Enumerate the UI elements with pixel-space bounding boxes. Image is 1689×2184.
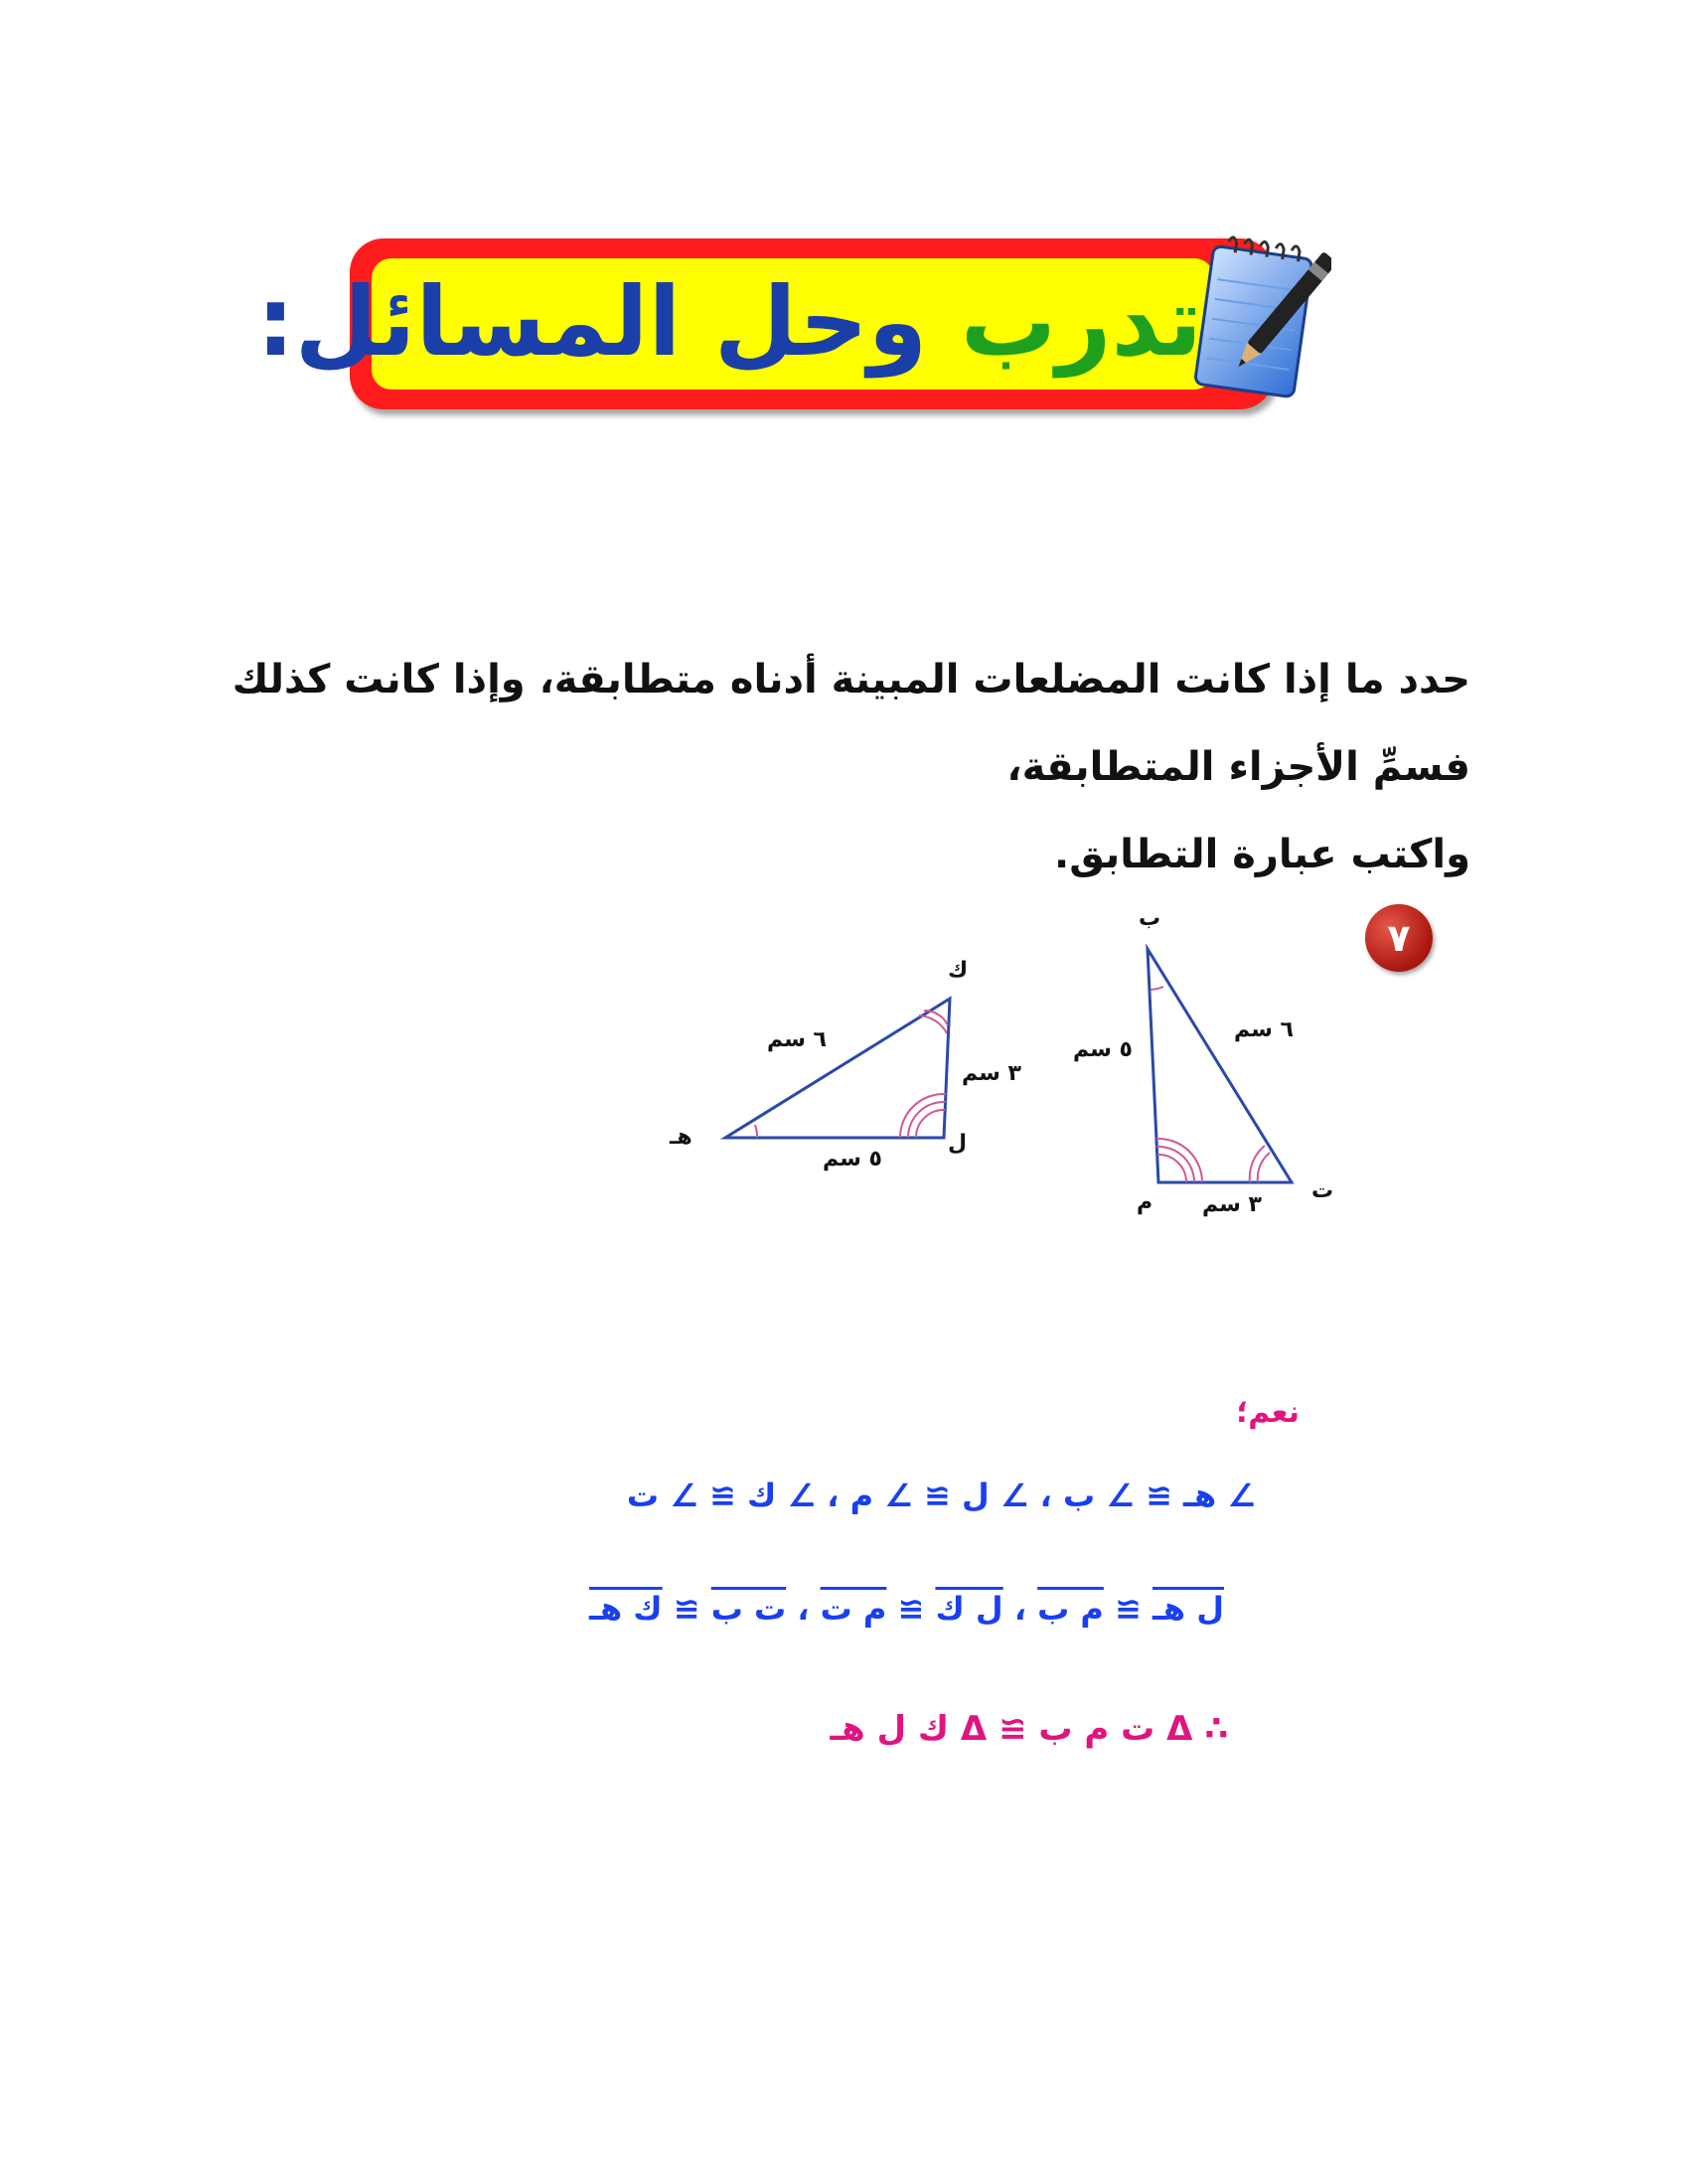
vertex-k-label: ك (948, 958, 969, 983)
right-angle-b-mark (1151, 987, 1163, 990)
side-bt-label: ٦ سم (1234, 1017, 1294, 1042)
side-mt-label: ٣ سم (1202, 1192, 1262, 1217)
segment-mt: م ت (820, 1590, 887, 1628)
notepad-pencil-icon (1182, 231, 1331, 407)
segment-mb: م ب (1037, 1590, 1104, 1628)
right-angle-m-mark3 (1156, 1139, 1202, 1182)
vertex-l-label: ل (948, 1131, 968, 1156)
segment-tb: ت ب (710, 1590, 787, 1628)
question-line1: حدد ما إذا كانت المضلعات المبينة أدناه متطابقة، وإذا كانت كذلك فسمِّ الأجزاء المتطابقة، (231, 657, 1470, 790)
banner-title-part1: تدرب (960, 266, 1202, 378)
left-triangle (725, 999, 950, 1138)
banner-title (256, 252, 1202, 391)
triangles-figure (670, 894, 1371, 1232)
triangles-svg (695, 894, 1371, 1232)
answer-angle-congruences: ∠ هـ ≅ ∠ ب ، ∠ ل ≅ ∠ م ، ∠ ك ≅ ∠ ت (626, 1477, 1256, 1514)
right-angle-m-mark1 (1157, 1155, 1186, 1182)
question-line2: واكتب عبارة التطابق. (1054, 832, 1470, 877)
separator: ، (1013, 1590, 1026, 1628)
congruent-sign: ≅ (673, 1590, 700, 1628)
answer-conclusion: ∴ Δ ت م ب ≅ Δ ك ل هـ (830, 1709, 1228, 1749)
congruent-sign: ≅ (1115, 1590, 1142, 1628)
side-mb-label: ٥ سم (1073, 1037, 1133, 1062)
answer-side-congruences (589, 1590, 1224, 1628)
right-angle-t-mark1 (1258, 1153, 1270, 1182)
left-angle-h-mark (755, 1125, 757, 1138)
banner-title-part2: وحل المسائل: (256, 266, 961, 378)
vertex-h-label: هـ (670, 1125, 692, 1150)
separator: ، (797, 1590, 810, 1628)
vertex-m-label: م (1137, 1190, 1153, 1215)
answer-yes: نعم؛ (1236, 1395, 1300, 1430)
segment-lh: ل هـ (1152, 1590, 1224, 1628)
side-kh-label: ٦ سم (767, 1027, 827, 1052)
vertex-b-label: ب (1139, 906, 1161, 931)
side-lh-label: ٥ سم (823, 1147, 882, 1171)
congruent-sign: ≅ (897, 1590, 925, 1628)
segment-kh: ك هـ (589, 1590, 663, 1628)
problem-number-badge: ٧ (1365, 904, 1433, 972)
section-banner (256, 231, 1331, 407)
left-angle-l-mark1 (916, 1110, 945, 1138)
segment-lk: ل ك (935, 1590, 1003, 1628)
side-kl-label: ٣ سم (962, 1061, 1021, 1086)
left-angle-l-mark3 (900, 1094, 946, 1138)
question-text (179, 636, 1470, 898)
vertex-t-label: ت (1311, 1178, 1334, 1203)
